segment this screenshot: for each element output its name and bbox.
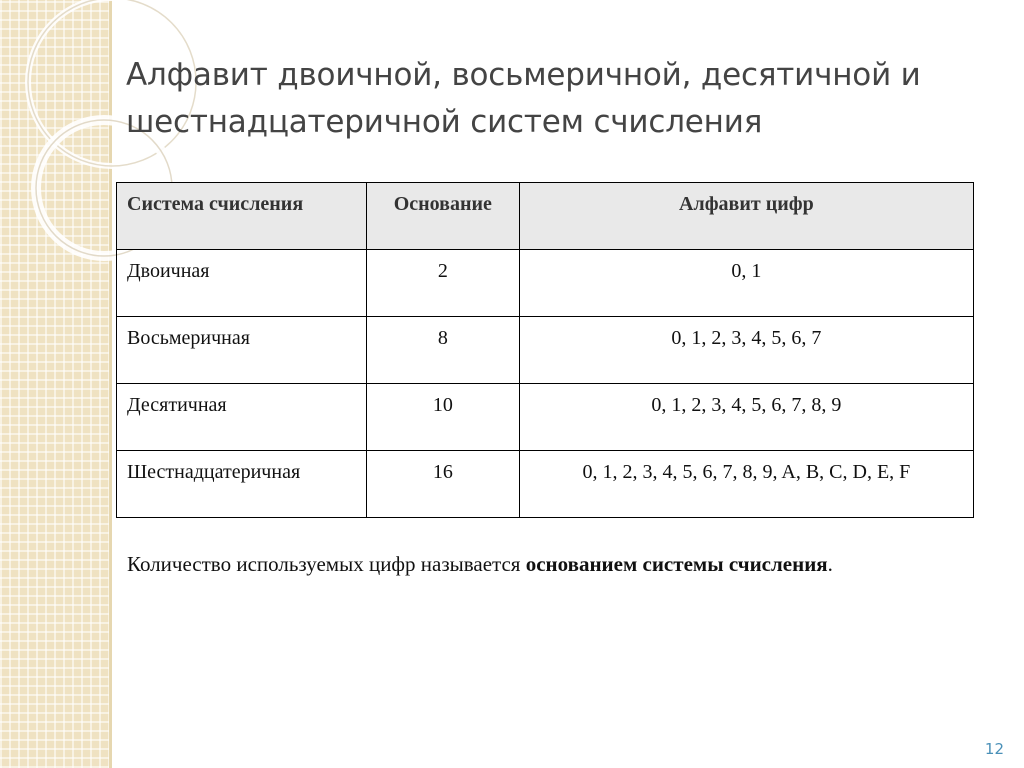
decorative-side-strip xyxy=(0,0,112,768)
page-number: 12 xyxy=(984,740,1004,758)
cell-base: 8 xyxy=(366,317,519,384)
cell-base: 16 xyxy=(366,451,519,518)
table-header-row xyxy=(117,183,974,250)
title-line-2: шестнадцатеричной систем счисления xyxy=(126,104,763,140)
cell-system-name: Восьмеричная xyxy=(117,317,367,384)
note-text-end: . xyxy=(827,552,833,576)
table-row xyxy=(117,451,974,518)
title-line-1: Алфавит двоичной, восьмеричной, десятичной и xyxy=(126,57,921,93)
cell-system-name: Шестнадцатеричная xyxy=(117,451,367,518)
cell-system-name: Двоичная xyxy=(117,250,367,317)
slide-title xyxy=(126,52,986,146)
cell-system-name: Десятичная xyxy=(117,384,367,451)
table-row xyxy=(117,384,974,451)
definition-note xyxy=(127,546,953,582)
table-row xyxy=(117,317,974,384)
cell-base: 2 xyxy=(366,250,519,317)
header-base: Основание xyxy=(366,183,519,250)
number-systems-table xyxy=(116,182,974,518)
table-row xyxy=(117,250,974,317)
cell-alphabet: 0, 1, 2, 3, 4, 5, 6, 7, 8, 9 xyxy=(519,384,973,451)
header-alphabet: Алфавит цифр xyxy=(519,183,973,250)
cell-alphabet: 0, 1, 2, 3, 4, 5, 6, 7 xyxy=(519,317,973,384)
cell-base: 10 xyxy=(366,384,519,451)
cell-alphabet: 0, 1, 2, 3, 4, 5, 6, 7, 8, 9, A, B, C, D, E, F xyxy=(519,451,973,518)
note-text-start: Количество используемых цифр называется xyxy=(127,552,526,576)
note-bold-term: основанием системы счисления xyxy=(525,552,828,576)
header-system: Система счисления xyxy=(117,183,367,250)
cell-alphabet: 0, 1 xyxy=(519,250,973,317)
